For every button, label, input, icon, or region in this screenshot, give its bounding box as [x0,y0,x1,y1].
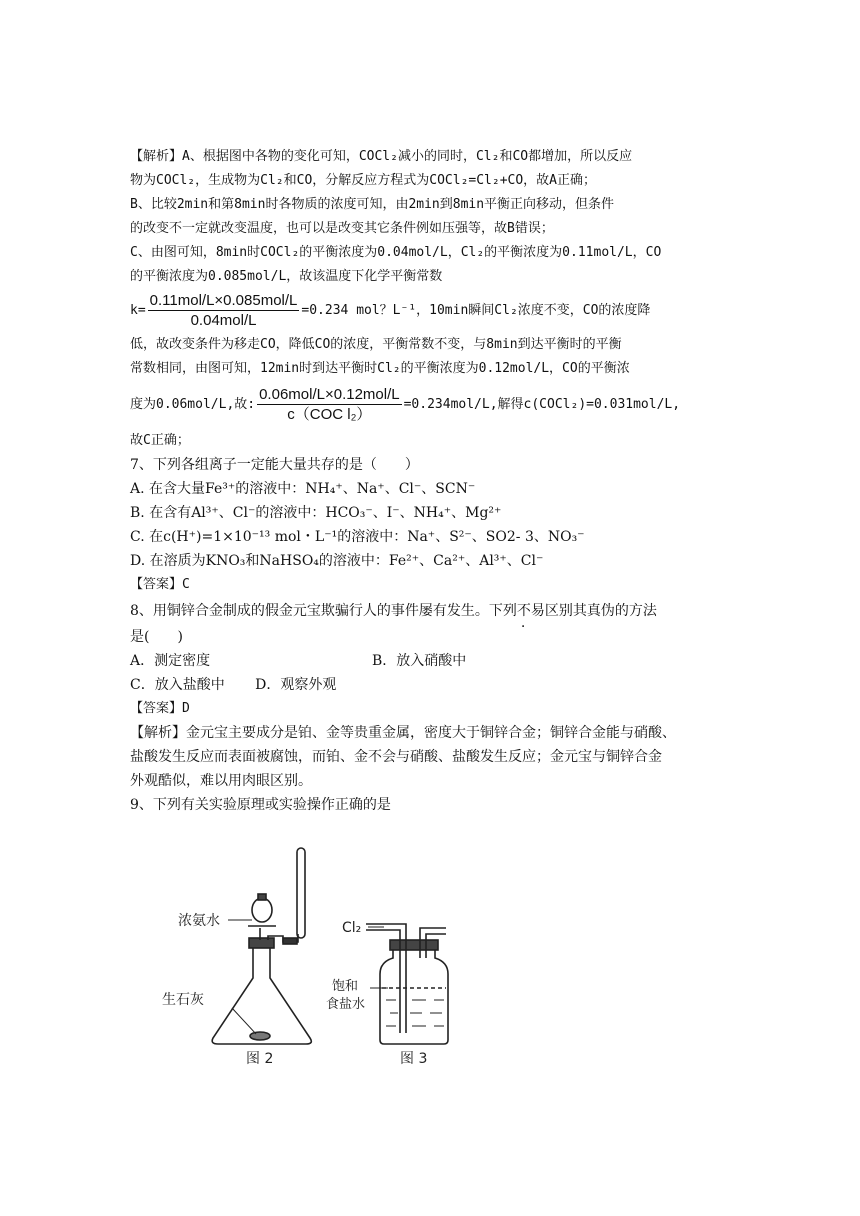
fraction-denominator: 0.04mol/L [190,312,257,329]
liquid-hatch [386,1000,444,1026]
question-7-stem: 7、下列各组离子一定能大量共存的是（ ） [130,457,419,473]
erlenmeyer-flask [212,946,311,1044]
question-8-stem [130,597,742,625]
equilibrium-constant-formula [130,289,742,333]
analysis-line: C、由图可知，8min时COCl₂的平衡浓度为0.04mol/L，Cl₂的平衡浓度为0.11mol/L，CO [130,245,662,260]
rubber-stopper [390,940,438,950]
question-8-options-row-2 [130,673,742,697]
question-7-option-b: B. 在含有Al³⁺、Cl⁻的溶液中：HCO₃⁻、I⁻、NH₄⁺、Mg²⁺ [130,505,502,521]
fig3-label-chlorine: Cl₂ [342,920,362,936]
fig3-label-brine-1: 饱和 [332,979,359,994]
analysis-line: 的改变不一定就改变温度，也可以是改变其它条件例如压强等，故B错误； [130,221,554,236]
document-page [130,145,742,817]
rubber-stopper [249,938,274,948]
question-8-option-a: A．测定密度 [130,653,211,669]
question-9-stem: 9、下列有关实验原理或实验操作正确的是 [130,797,391,813]
question-7-option-c: C. 在c(H⁺)=1×10⁻¹³ mol・L⁻¹的溶液中：Na⁺、S²⁻、SO2- 3、NO₃⁻ [130,529,585,545]
separatory-funnel [252,898,272,922]
question-8-options-row-1 [130,649,742,673]
question-8-analysis-line: 外观酷似，难以用肉眼区别。 [130,773,312,789]
fig3-label-brine-2: 食盐水 [326,997,366,1012]
formula-prefix: k= [130,303,146,318]
figure-2-apparatus [212,848,311,1044]
fig3-caption: 图 3 [400,1051,428,1067]
gas-washing-bottle [380,948,448,1044]
figure-3-apparatus [366,924,448,1044]
analysis-line: 物为COCl₂，生成物为Cl₂和CO，分解反应方程式为COCl₂=Cl₂+CO，故A正确； [130,173,597,188]
question-8-option-c: C．放入盐酸中 [130,677,225,693]
concentration-formula [130,381,742,429]
formula-suffix: =0.234mol/L,解得c(COCl₂)=0.031mol/L, [403,397,681,412]
quicklime-solid [250,1032,270,1040]
question-8-analysis-line: 盐酸发生反应而表面被腐蚀，而铂、金不会与硝酸、盐酸发生反应；金元宝与铜锌合金 [130,749,662,765]
fig2-caption: 图 2 [246,1051,274,1067]
question-8-analysis-line: 【解析】金元宝主要成分是铂、金等贵重金属，密度大于铜锌合金；铜锌合金能与硝酸、 [130,725,676,741]
funnel-stopper [258,894,266,900]
analysis-line: 故C正确； [130,433,190,448]
analysis-line: 【解析】A、根据图中各物的变化可知，COCl₂减小的同时，Cl₂和CO都增加，所以反应 [130,149,633,164]
analysis-line: 低，故改变条件为移走CO，降低CO的浓度，平衡常数不变，与8min到达平衡时的平衡 [130,337,622,352]
question-8-option-b: B．放入硝酸中 [372,653,467,669]
fig2-label-quicklime: 生石灰 [162,992,204,1008]
stem-text: 易区别其真伪的方法 [530,603,657,619]
fraction [148,291,300,330]
label-leader-line [232,1008,256,1034]
fraction [257,385,402,424]
question-7-option-a: A. 在含大量Fe³⁺的溶液中：NH₄⁺、Na⁺、Cl⁻、SCN⁻ [130,481,476,497]
question-7-answer: 【答案】C [130,577,190,592]
vertical-tube [297,848,305,938]
analysis-line: B、比较2min和第8min时各物质的浓度可知，由2min到8min平衡正向移动，但条件 [130,197,615,212]
fig2-label-ammonia: 浓氨水 [178,913,220,929]
fraction-numerator: 0.06mol/L×0.12mol/L [259,386,400,403]
fraction-numerator: 0.11mol/L×0.085mol/L [149,292,298,309]
emphasis-dot-char: 不 [516,603,531,619]
question-8-stem-cont: 是( ) [130,629,183,645]
fraction-denominator: c（COC l₂） [287,406,372,423]
formula-prefix: 度为0.06mol/L,故: [130,397,256,412]
apparatus-figure [148,838,478,1068]
question-8-option-d: D．观察外观 [255,677,337,693]
stem-text: 8、用铜锌合金制成的假金元宝欺骗行人的事件屡有发生。下列 [130,603,517,619]
analysis-line: 常数相同，由图可知，12min时到达平衡时Cl₂的平衡浓度为0.12mol/L，CO的平衡浓 [130,361,630,376]
question-7-option-d: D. 在溶质为KNO₃和NaHSO₄的溶液中：Fe²⁺、Ca²⁺、Al³⁺、Cl⁻ [130,553,544,569]
analysis-line: 的平衡浓度为0.085mol/L，故该温度下化学平衡常数 [130,269,443,284]
question-8-answer: 【答案】D [130,701,190,716]
formula-suffix: =0.234 mol？L⁻¹，10min瞬间Cl₂浓度不变，CO的浓度降 [301,303,651,318]
rubber-connector [283,938,297,944]
